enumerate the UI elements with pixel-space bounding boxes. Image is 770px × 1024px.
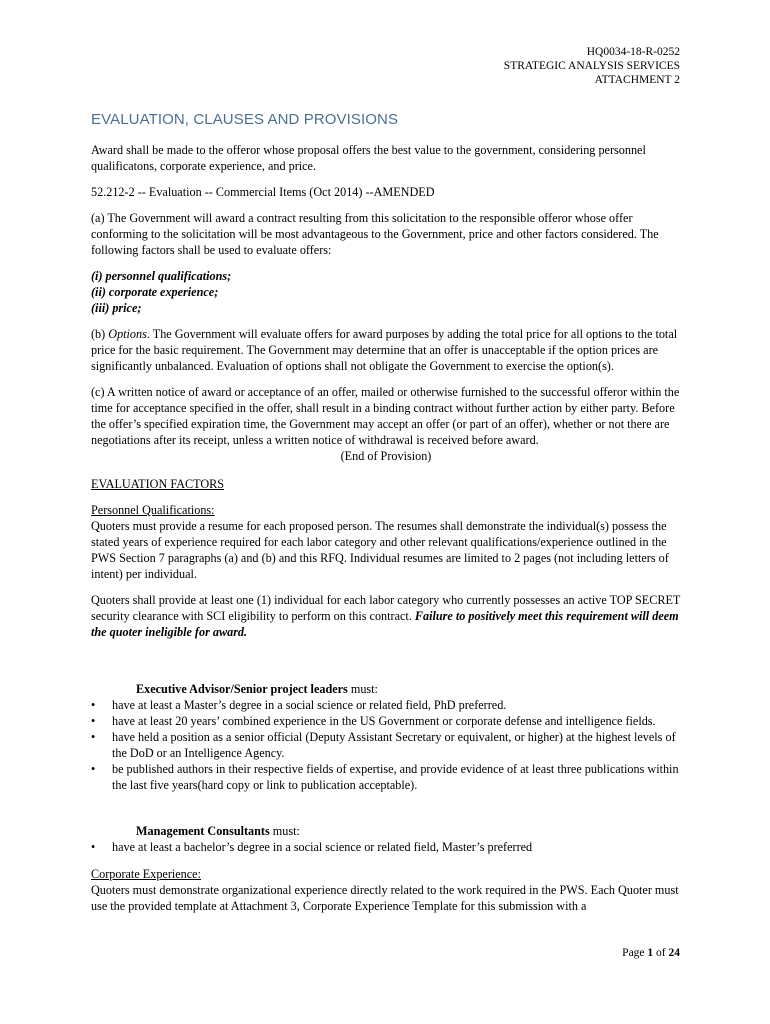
executive-role-line xyxy=(91,681,681,697)
list-item: • have at least 20 years’ combined experience in the US Government or corporate defense and intelligence fields. xyxy=(0,713,681,729)
project-name: STRATEGIC ANALYSIS SERVICES xyxy=(503,60,680,72)
factor-corporate: (ii) corporate experience; xyxy=(91,285,219,299)
page-title: EVALUATION, CLAUSES AND PROVISIONS xyxy=(91,111,399,128)
list-item: • have held a position as a senior official (Deputy Assistant Secretary or equivalent, or higher) at the highest levels of the DoD or an Intelligence Agency. xyxy=(0,729,681,761)
list-item: • be published authors in their respective fields of expertise, and provide evidence of at least three publications within the last five years(hard copy or link to publication acceptable). xyxy=(0,761,681,793)
executive-requirements-list xyxy=(0,697,681,793)
paragraph-b-text: . The Government will evaluate offers for award purposes by adding the total price for all options to the total price for the basic requirement. The Government may determine that an offer is unacceptable if the option prices are significantly unbalanced. Evaluation of options shall not obligate the Government to exercise the option(s). xyxy=(91,327,678,373)
document-body xyxy=(91,112,681,650)
management-role: Management Consultants xyxy=(136,824,270,838)
paragraph-b-prefix: (b) xyxy=(91,327,109,341)
management-must: must: xyxy=(269,824,300,838)
list-item: • have at least a Master’s degree in a social science or related field, PhD preferred. xyxy=(0,697,681,713)
corporate-heading: Corporate Experience: xyxy=(91,867,201,881)
document-header xyxy=(504,45,680,87)
management-role-line xyxy=(91,823,681,839)
factor-price: (iii) price; xyxy=(91,301,142,315)
attachment-label: ATTACHMENT 2 xyxy=(594,74,680,86)
executive-role: Executive Advisor/Senior project leaders xyxy=(136,682,348,696)
paragraph-a: (a) The Government will award a contract resulting from this solicitation to the responsible offeror whose offer conforming to the solicitation will be most advantageous to the Government, price and other factors considered. The following factors shall be used to evaluate offers: xyxy=(91,211,659,257)
evaluation-factors-list xyxy=(91,268,681,316)
options-term: Options xyxy=(108,327,147,341)
ineligibility-warning: Failure to positively meet this requirement will deem the quoter ineligible for award. xyxy=(91,609,679,639)
paragraph-b xyxy=(91,326,681,374)
executive-must: must: xyxy=(347,682,378,696)
evaluation-factors-heading: EVALUATION FACTORS xyxy=(91,477,225,491)
personnel-heading: Personnel Qualifications: xyxy=(91,503,215,517)
solicitation-number: HQ0034-18-R-0252 xyxy=(586,46,680,58)
clearance-text: Quoters shall provide at least one (1) individual for each labor category who currently possesses an active TOP SECRET security clearance with SCI eligibility to perform on this contract. xyxy=(91,593,681,623)
page-label: Page xyxy=(622,947,648,959)
personnel-paragraph-1: Quoters must provide a resume for each proposed person. The resumes shall demonstrate the individual(s) possess the stated years of experience required for each labor category and other relevant qualifications/experience outlined in the PWS Section 7 paragraphs (a) and (b) and this RFQ. Individual resumes are limited to 2 pages (not including letters of intent) per individual. xyxy=(91,519,669,581)
factor-personnel: (i) personnel qualifications; xyxy=(91,269,232,283)
page-footer xyxy=(622,945,680,961)
corporate-paragraph: Quoters must demonstrate organizational experience directly related to the work required in the PWS. Each Quoter must use the provided template at Attachment 3, Corporate Experience Template for this submission with a xyxy=(91,883,679,913)
end-of-provision: (End of Provision) xyxy=(340,449,432,463)
page-total: 24 xyxy=(668,947,680,959)
of-label: of xyxy=(653,947,669,959)
management-requirements-list xyxy=(0,839,681,855)
list-item: • have at least a bachelor’s degree in a social science or related field, Master’s preferred xyxy=(0,839,681,855)
intro-paragraph: Award shall be made to the offeror whose proposal offers the best value to the government, considering personnel qualificatons, corporate experience, and price. xyxy=(91,143,646,173)
personnel-paragraph-2 xyxy=(91,592,681,640)
page-number: 1 xyxy=(647,947,654,959)
clause-reference: 52.212-2 -- Evaluation -- Commercial Items (Oct 2014) --AMENDED xyxy=(91,185,435,199)
paragraph-c: (c) A written notice of award or acceptance of an offer, mailed or otherwise furnished to the successful offeror within the time for acceptance specified in the offer, shall result in a binding contract without further action by either party. Before the offer’s specified expiration time, the Government may accept an offer (or part of an offer), whether or not there are negotiations after its receipt, unless a written notice of withdrawal is received before award. xyxy=(91,385,680,447)
